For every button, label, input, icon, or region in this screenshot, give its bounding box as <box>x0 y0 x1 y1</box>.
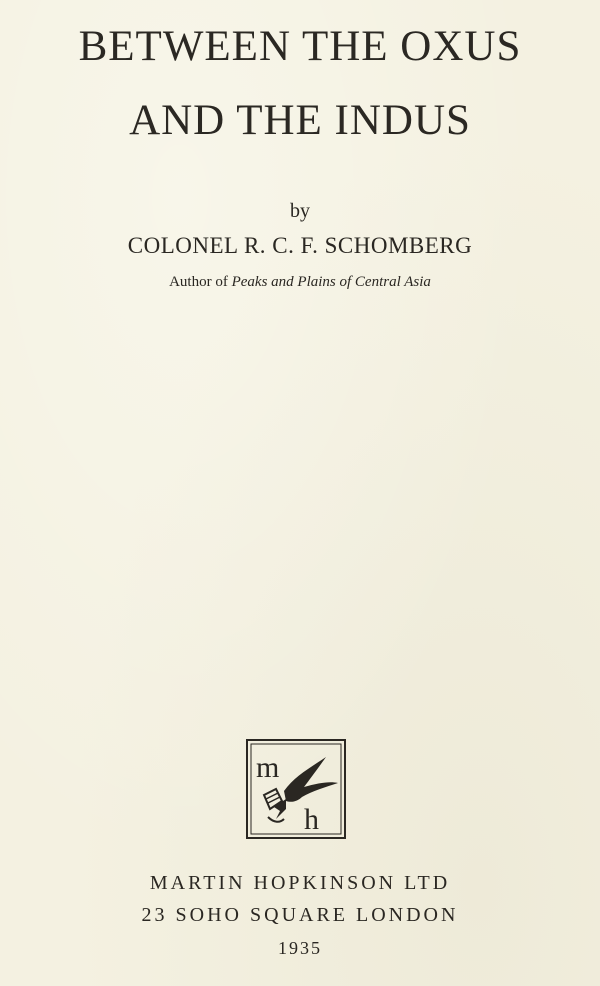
author-name: COLONEL R. C. F. SCHOMBERG <box>127 233 473 258</box>
swallow-monogram-icon <box>246 739 346 839</box>
publisher-name: MARTIN HOPKINSON LTD <box>149 872 451 894</box>
author-note-prefix: Author of <box>169 274 228 290</box>
by-label: by <box>290 200 310 222</box>
device-letter-m: m <box>256 751 280 784</box>
device-letter-h: h <box>304 803 319 836</box>
author-previous-work: Peaks and Plains of Central Asia <box>231 274 431 290</box>
author-note <box>0 274 600 291</box>
book-title-line-2: AND THE INDUS <box>129 97 471 144</box>
book-title-line-1: BETWEEN THE OXUS <box>78 23 522 70</box>
publication-year: 1935 <box>278 938 322 958</box>
publisher-address: 23 SOHO SQUARE LONDON <box>141 904 459 926</box>
publisher-device <box>246 739 346 839</box>
